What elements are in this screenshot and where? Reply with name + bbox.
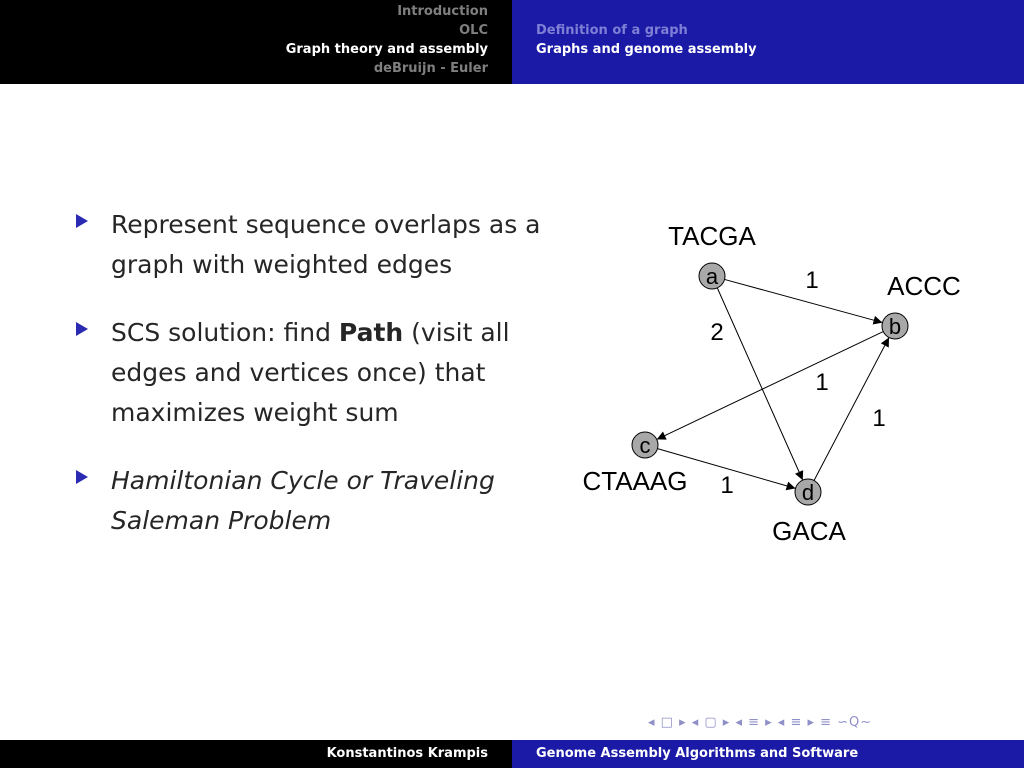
bullet-triangle-icon [76,214,88,228]
overlap-graph-diagram [560,200,1000,570]
header-subsections-panel [512,0,1024,84]
nav-subsection-definition[interactable]: Definition of a graph [536,23,688,38]
bullet-list [76,205,546,569]
bullet-text: Hamiltonian Cycle or Traveling Saleman Problem [111,466,495,535]
footer-title-panel [512,740,1024,768]
nav-section-debruijn[interactable]: deBruijn - Euler [373,61,488,76]
edge-b-c [657,332,884,440]
graph-node-sequence-label: ACCC [887,271,961,301]
edge-a-d [717,288,802,480]
graph-node-id: d [801,480,815,505]
nav-section-introduction[interactable]: Introduction [397,4,488,19]
bullet-text-before: SCS solution: find [111,318,339,347]
edge-weight-label: 2 [710,319,724,346]
graph-node-id: b [888,314,902,339]
nav-section-olc[interactable]: OLC [459,23,488,38]
graph-node-id: c [639,433,651,458]
bullet-item [76,313,546,433]
edge-weight-label: 1 [815,369,829,396]
bullet-text: Represent sequence overlaps as a graph with weighted edges [111,210,541,279]
bullet-text [111,313,546,433]
nav-section-graph-theory[interactable]: Graph theory and assembly [285,42,488,57]
beamer-navigation-symbols[interactable]: ◂ □ ▸ ◂ ▢ ▸ ◂ ≡ ▸ ◂ ≡ ▸ ≡ ∽Q∼ [648,715,873,730]
edge-weight-label: 1 [805,267,819,294]
footer-title: Genome Assembly Algorithms and Software [536,746,859,761]
footer-author: Konstantinos Krampis [326,746,488,761]
edge-weight-label: 1 [720,472,734,499]
graph-node-sequence-label: GACA [772,516,846,546]
bullet-item [76,205,546,285]
bullet-item [76,461,546,541]
edge-a-b [725,279,883,322]
bullet-text-bold: Path [338,318,404,347]
bullet-triangle-icon [76,470,88,484]
bullet-text-after: (visit all edges and vertices once) that maximizes weight sum [111,318,510,427]
graph-node-sequence-label: TACGA [668,221,756,251]
edge-weight-label: 1 [872,405,886,432]
graph-node-sequence-label: CTAAAG [582,466,688,496]
bullet-triangle-icon [76,322,88,336]
footer-author-panel [0,740,512,768]
header-sections-panel [0,0,512,84]
graph-node-id: a [705,264,719,289]
nav-subsection-genome-assembly[interactable]: Graphs and genome assembly [536,42,757,57]
